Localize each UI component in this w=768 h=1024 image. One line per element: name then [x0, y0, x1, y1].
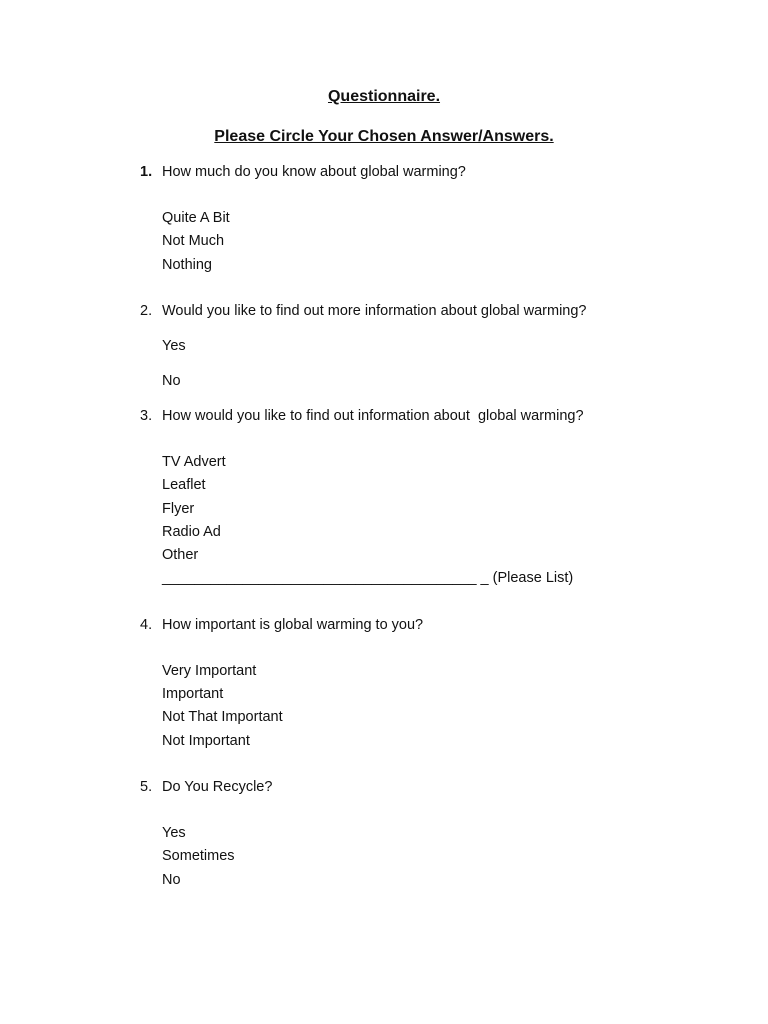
- answer-option[interactable]: Quite A Bit: [162, 210, 230, 226]
- answer-option[interactable]: Leaflet: [162, 477, 206, 493]
- answer-option[interactable]: Radio Ad: [162, 524, 221, 540]
- question-number: 5.: [140, 779, 153, 795]
- answer-option[interactable]: Sometimes: [162, 848, 235, 864]
- answer-option[interactable]: Not Much: [162, 233, 225, 249]
- question-text: How would you like to find out information about global warming?: [162, 408, 584, 424]
- question-number: 2.: [140, 303, 153, 319]
- answer-option[interactable]: No: [162, 872, 181, 888]
- answer-option[interactable]: Nothing: [162, 257, 212, 273]
- question-number: 1.: [140, 164, 153, 180]
- answer-option[interactable]: Not That Important: [162, 709, 283, 725]
- question-text: Do You Recycle?: [162, 779, 273, 795]
- question-text: How much do you know about global warming?: [162, 164, 466, 180]
- question-number: 3.: [140, 408, 153, 424]
- answer-option[interactable]: Not Important: [162, 733, 250, 749]
- please-list-line[interactable]: _______________________________________ _ (Please List): [162, 570, 574, 586]
- answer-option[interactable]: Yes: [162, 338, 186, 354]
- question-number: 4.: [140, 617, 153, 633]
- page-subtitle: Please Circle Your Chosen Answer/Answers.: [214, 128, 554, 145]
- page-title: Questionnaire.: [327, 88, 441, 105]
- answer-option[interactable]: TV Advert: [162, 454, 226, 470]
- answer-option[interactable]: Important: [162, 686, 224, 702]
- answer-option[interactable]: Yes: [162, 825, 186, 841]
- answer-option[interactable]: Very Important: [162, 663, 257, 679]
- answer-option[interactable]: No: [162, 373, 181, 389]
- answer-option[interactable]: Other: [162, 547, 199, 563]
- question-text: How important is global warming to you?: [162, 617, 424, 633]
- answer-option[interactable]: Flyer: [162, 501, 195, 517]
- question-text: Would you like to find out more information about global warming?: [162, 303, 587, 319]
